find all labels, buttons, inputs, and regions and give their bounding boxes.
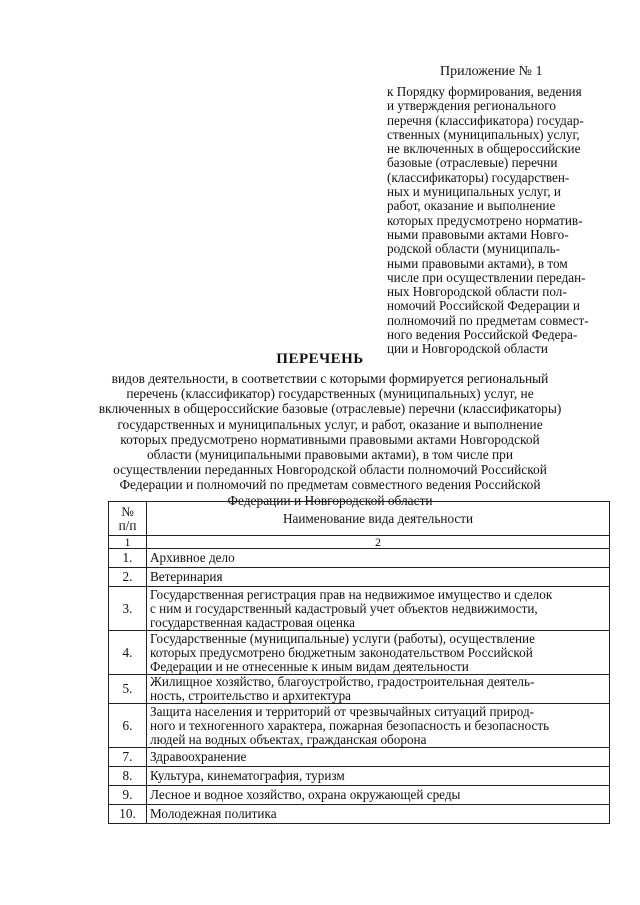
header-name-cell: Наименование вида деятельности (147, 502, 610, 536)
row-activity-line: ность, строительство и архитектура (150, 688, 352, 703)
row-activity-line: людей на водных объектах, гражданская оборона (150, 731, 427, 747)
appendix-line: числе при осуществлении передан- (387, 269, 586, 285)
activities-table (108, 501, 610, 824)
row-activity-line: Архивное дело (150, 550, 235, 565)
row-activity (147, 675, 610, 704)
table-row (109, 805, 610, 824)
subheading-line: Федерации и Новгородской области (227, 492, 433, 508)
row-activity (147, 587, 610, 631)
row-activity-line: ного и техногенного характера, пожарная безопасность и безопасность (150, 717, 550, 733)
appendix-line: полномочий по предметам совмест- (387, 312, 589, 328)
row-activity (147, 631, 610, 675)
subheading-line: включенных в общероссийские базовые (отраслевые) перечни (классификаторы) (98, 401, 562, 417)
table-row (109, 748, 610, 767)
table-row (109, 587, 610, 631)
appendix-line: работ, оказание и выполнение (387, 198, 556, 214)
row-activity-line: государственная кадастровая оценка (150, 614, 356, 630)
subheading-line: перечень (классификатор) государственных (муниципальных) услуг, не (126, 386, 534, 402)
table-row (109, 767, 610, 786)
table-row (109, 786, 610, 805)
document-subheading (60, 371, 600, 508)
table-row (109, 675, 610, 704)
appendix-line: и утверждения регионального (387, 98, 556, 114)
row-activity-line: Ветеринария (150, 569, 223, 584)
row-activity (147, 748, 610, 767)
appendix-title: Приложение № 1 (440, 64, 543, 79)
row-activity-line: которых предусмотрено бюджетным законодательством Российской (150, 644, 533, 660)
appendix-line: номочий Российской Федерации и (387, 298, 580, 314)
row-activity-line: Культура, кинематография, туризм (150, 768, 345, 783)
row-activity-line: Молодежная политика (150, 806, 277, 821)
appendix-line: ственных (муниципальных) услуг, (387, 126, 580, 142)
row-number: 7. (109, 748, 147, 767)
table-row (109, 568, 610, 587)
row-activity-line: с ним и государственный кадастровый учет объектов недвижимости, (150, 600, 538, 616)
row-number: 9. (109, 786, 147, 805)
appendix-line: не включенных в общероссийские (387, 141, 581, 157)
row-number: 1. (109, 549, 147, 568)
row-activity (147, 568, 610, 587)
appendix-line: (классификаторы) государствен- (387, 169, 570, 185)
index-cell: 1 (109, 536, 147, 549)
row-activity (147, 786, 610, 805)
appendix-line: родской области (муниципаль- (387, 241, 561, 257)
subheading-line: которых предусмотрено нормативными правовыми актами Новгородской (120, 431, 540, 447)
table-row (109, 704, 610, 748)
table-header-row (109, 502, 610, 536)
index-cell: 2 (147, 536, 610, 549)
row-activity-line: Государственная регистрация прав на недвижимое имущество и сделок (150, 586, 553, 602)
row-activity-line: Лесное и водное хозяйство, охрана окружающей среды (150, 787, 461, 802)
row-number: 8. (109, 767, 147, 786)
row-activity-line: Здравоохранение (150, 749, 247, 764)
row-activity-line: Жилищное хозяйство, благоустройство, градостроительная деятель- (150, 674, 535, 689)
appendix-line: ции и Новгородской области (387, 341, 548, 357)
table-row (109, 631, 610, 675)
appendix-line: ного ведения Российской Федера- (387, 327, 578, 343)
header-number-label: п/п (118, 517, 137, 533)
subheading-line: Федерации и полномочий по предметам совместного ведения Российской (119, 477, 541, 493)
subheading-line: области (муниципальными правовыми актами), в том числе при (146, 447, 514, 463)
appendix-line: к Порядку формирования, ведения (387, 84, 582, 99)
row-number: 6. (109, 704, 147, 748)
row-number: 10. (109, 805, 147, 824)
appendix-line: перечня (классификатора) государ- (387, 112, 584, 128)
row-activity (147, 704, 610, 748)
header-number-label: № (121, 503, 134, 519)
table-index-row (109, 536, 610, 549)
row-activity (147, 767, 610, 786)
appendix-line: ных Новгородской области пол- (387, 284, 567, 300)
row-activity-line: Государственные (муниципальные) услуги (работы), осуществление (150, 630, 535, 646)
header-number-cell (109, 502, 147, 536)
row-number: 3. (109, 587, 147, 631)
appendix-line: ных и муниципальных услуг, и (387, 184, 561, 200)
document-heading: ПЕРЕЧЕНЬ (276, 351, 364, 367)
subheading-line: осуществлении переданных Новгородской области полномочий Российской (113, 462, 547, 478)
appendix-line: которых предусмотрено норматив- (387, 212, 583, 228)
row-activity (147, 805, 610, 824)
appendix-line: ными правовыми актами Новго- (387, 226, 569, 242)
appendix-line: ными правовыми актами), в том (387, 255, 568, 271)
table-row (109, 549, 610, 568)
row-number: 4. (109, 631, 147, 675)
row-number: 2. (109, 568, 147, 587)
subheading-line: государственных и муниципальных услуг, и работ, оказание и выполнение (117, 416, 543, 432)
row-number: 5. (109, 675, 147, 704)
row-activity-line: Защита населения и территорий от чрезвычайных ситуаций природ- (150, 703, 535, 719)
row-activity-line: Федерации и не отнесенные к иным видам деятельности (150, 658, 469, 674)
subheading-line: видов деятельности, в соответствии с которыми формируется региональный (111, 371, 549, 386)
appendix-line: базовые (отраслевые) перечни (387, 155, 558, 171)
row-activity (147, 549, 610, 568)
appendix-reference (387, 85, 617, 357)
